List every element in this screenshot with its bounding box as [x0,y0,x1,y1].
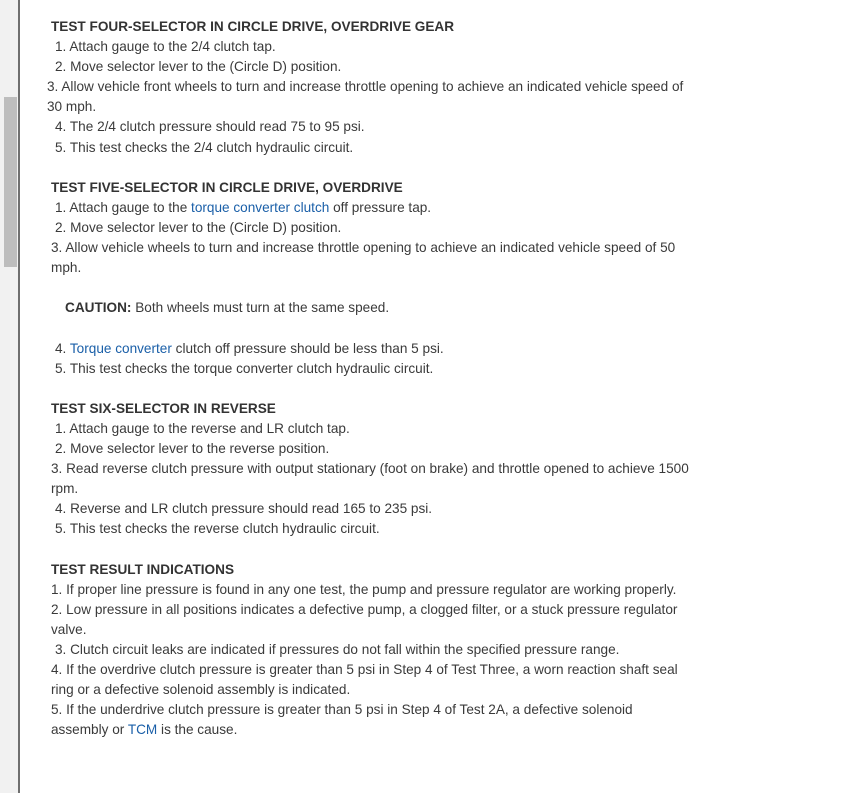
step-text: 5. If the underdrive clutch pressure is greater than 5 psi in Step 4 of Test 2A, a defective solenoid assembly or [51,702,633,738]
step-item: 1. Attach gauge to the reverse and LR clutch tap. [55,420,350,436]
caution-text: Both wheels must turn at the same speed. [131,300,390,316]
step-item: 1. Attach gauge to the 2/4 clutch tap. [55,39,276,55]
step-item [51,700,691,740]
caution-note [51,298,691,318]
document-content [47,17,691,760]
step-item: 4. The 2/4 clutch pressure should read 75 to 95 psi. [55,119,365,135]
caution-label: CAUTION: [65,300,132,316]
scrollbar-thumb[interactable] [4,97,17,267]
step-item [51,198,691,218]
tcm-link[interactable]: TCM [127,722,158,738]
torque-converter-link[interactable]: Torque converter [69,340,172,356]
step-text: 1. Attach gauge to the [55,199,192,215]
step-item: 2. Move selector lever to the (Circle D) position. [55,219,342,235]
test-result-section [51,560,691,741]
step-item: 3. Read reverse clutch pressure with output stationary (foot on brake) and throttle opened to achieve 1500 rpm. [51,461,689,497]
step-item: 4. If the overdrive clutch pressure is greater than 5 psi in Step 4 of Test Three, a worn reaction shaft seal ring or a defective solenoid assembly is indicated. [51,662,678,698]
step-item: 3. Clutch circuit leaks are indicated if pressures do not fall within the specified pressure range. [55,641,620,657]
step-item: 2. Low pressure in all positions indicates a defective pump, a clogged filter, or a stuck pressure regulator valve. [51,601,678,637]
section-heading: TEST RESULT INDICATIONS [51,561,235,577]
step-item: 5. This test checks the torque converter clutch hydraulic circuit. [55,360,434,376]
step-text: is the cause. [157,722,238,738]
step-item: 4. Reverse and LR clutch pressure should read 165 to 235 psi. [55,501,433,517]
step-item: 3. Allow vehicle wheels to turn and increase throttle opening to achieve an indicated vehicle speed of 50 mph. [51,240,676,276]
step-item: 5. This test checks the 2/4 clutch hydraulic circuit. [55,139,354,155]
section-heading: TEST SIX-SELECTOR IN REVERSE [51,400,276,416]
test-five-section [51,178,691,278]
test-four-section [47,17,691,158]
section-heading: TEST FOUR-SELECTOR IN CIRCLE DRIVE, OVERDRIVE GEAR [51,19,455,34]
step-item: 2. Move selector lever to the (Circle D) position. [55,59,342,75]
step-text: clutch off pressure should be less than 5 psi. [171,340,444,356]
test-five-continued [51,339,691,379]
panel-divider [18,0,20,793]
step-item: 2. Move selector lever to the reverse position. [55,440,330,456]
section-heading: TEST FIVE-SELECTOR IN CIRCLE DRIVE, OVERDRIVE [51,179,403,195]
step-item: 3. Allow vehicle front wheels to turn and increase throttle opening to achieve an indicated vehicle speed of 30 mph. [47,79,684,115]
test-six-section [51,399,691,540]
step-item: 1. If proper line pressure is found in any one test, the pump and pressure regulator are working properly. [51,581,677,597]
torque-converter-clutch-link[interactable]: torque converter clutch [191,199,330,215]
step-text: off pressure tap. [329,199,432,215]
step-item [51,339,691,359]
step-text: 4. [55,340,70,356]
left-panel [0,0,18,793]
step-item: 5. This test checks the reverse clutch hydraulic circuit. [55,521,380,537]
